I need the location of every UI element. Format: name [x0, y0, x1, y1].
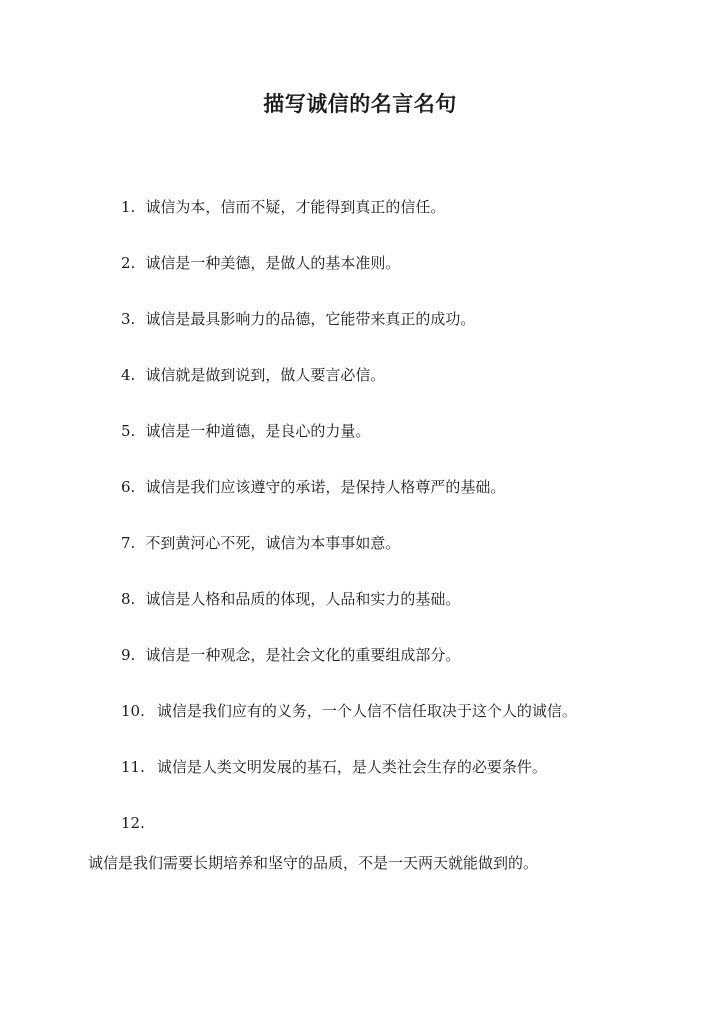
quote-list	[121, 196, 701, 868]
item-text: 诚信为本，信而不疑，才能得到真正的信任。	[145, 198, 446, 216]
item-text: 诚信就是做到说到，做人要言必信。	[145, 366, 386, 384]
item-text: 诚信是我们应该遵守的承诺，是保持人格尊严的基础。	[145, 478, 506, 496]
item-number: 3.	[121, 310, 136, 328]
item-number: 5.	[121, 422, 136, 440]
list-item	[121, 364, 701, 386]
list-item	[121, 252, 701, 274]
item-text: 诚信是人格和品质的体现，人品和实力的基础。	[145, 590, 461, 608]
list-item	[121, 476, 701, 498]
list-item	[121, 812, 701, 834]
item-text: 不到黄河心不死，诚信为本事事如意。	[145, 534, 401, 552]
item-number: 11.	[121, 758, 145, 776]
item-number: 2.	[121, 254, 136, 272]
item-text: 诚信是最具影响力的品德，它能带来真正的成功。	[145, 310, 476, 328]
item-number: 7.	[121, 534, 136, 552]
list-item	[121, 588, 701, 610]
item-number: 4.	[121, 366, 136, 384]
item-text: 诚信是人类文明发展的基石，是人类社会生存的必要条件。	[156, 758, 547, 776]
list-item	[121, 756, 701, 778]
list-item	[121, 644, 701, 666]
page-title: 描写诚信的名言名句	[263, 91, 457, 116]
item-number: 6.	[121, 478, 136, 496]
list-item	[121, 196, 701, 218]
list-item	[121, 532, 701, 554]
list-item	[121, 308, 701, 330]
item-number: 1.	[121, 198, 136, 216]
item-number: 9.	[121, 646, 136, 664]
item-number: 12.	[121, 814, 145, 832]
item-number: 8.	[121, 590, 136, 608]
item-12-continuation-text: 诚信是我们需要长期培养和坚守的品质，不是一天两天就能做到的。	[88, 854, 539, 872]
item-text: 诚信是一种道德，是良心的力量。	[145, 422, 371, 440]
list-item	[121, 420, 701, 442]
item-number: 10.	[121, 702, 145, 720]
item-text: 诚信是我们应有的义务，一个人信不信任取决于这个人的诚信。	[156, 702, 577, 720]
item-text: 诚信是一种观念，是社会文化的重要组成部分。	[145, 646, 461, 664]
list-item	[121, 700, 701, 722]
item-text: 诚信是一种美德，是做人的基本准则。	[145, 254, 401, 272]
